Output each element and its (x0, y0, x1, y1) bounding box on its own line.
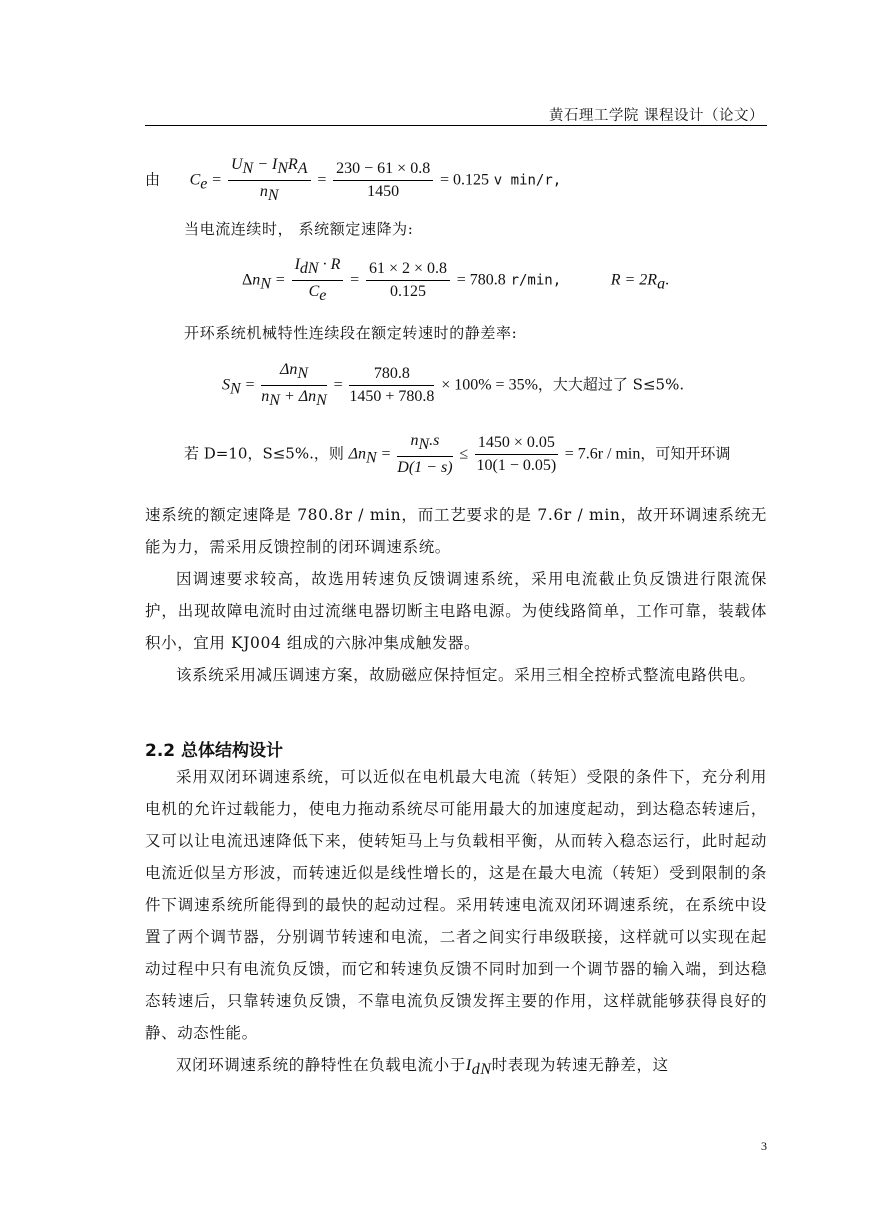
eq3-tail: ，大大超过了 S≤5%. (537, 375, 685, 394)
line-continuous: 当电流连续时， 系统额定速降为: (184, 220, 414, 238)
eq4-tail: ，可知开环调 (640, 444, 731, 463)
eq3-fraction-numeric: $\frac{780.8}{1450 + 780.8}$ (349, 365, 435, 406)
eq2-extra: R = 2R (610, 271, 658, 289)
eq2-fraction-numeric: $\frac{61 \times 2 \times 0.8}{0.125}$ (366, 260, 450, 301)
eq4-fraction-symbolic: $\frac{n_N.s}{D(1 - s)}$ (397, 432, 453, 477)
equation-delta-n: $\Delta n_N$ = $\frac{I_{dN} \cdot R}{C_e}$ = $\frac{61 \times 2 \times 0.8}{0.125}$ = 780.8 r/min, $R = 2R_a$. (242, 256, 670, 305)
eq4-lead: 若 D=10，S≤5%.，则 (184, 444, 344, 463)
eq1-fraction-numeric: $\frac{230 - 61 \times 0.8}{1450}$ (333, 160, 433, 201)
equation-sn: $S_N$ = $\frac{\Delta n_N}{n_N + \Delta n_N}$ = $\frac{780.8}{1450 + 780.8}$ × 100% = 35%，大大超过了 S≤5%. (222, 361, 685, 410)
eq2-unit: r/min, (510, 272, 562, 289)
eq2-fraction-symbolic: $\frac{I_{dN} \cdot R}{C_e}$ (292, 256, 344, 305)
body-paragraphs (145, 499, 767, 691)
section-body (145, 761, 767, 1086)
running-header: 黄石理工学院 课程设计（论文） (548, 108, 764, 124)
line-static-rate: 开环系统机械特性连续段在额定转速时的静差率: (184, 324, 518, 342)
paragraph-4: 采用双闭环调速系统，可以近似在电机最大电流（转矩）受限的条件下，充分利用电机的允许过载能力，使电力拖动系统尽可能用最大的加速度起动，到达稳态转速后，又可以让电流迅速降低下来，使转矩马上与负载相平衡，从而转入稳态运行，此时起动电流近似呈方形波，而转速近似是线性增长的，这是在最大电流（转矩）受到限制的条件下调速系统所能得到的最快的起动过程。采用转速电流双闭环调速系统，在系统中设置了两个调节器，分别调节转速和电流，二者之间实行串级联接，这样就可以实现在起动过程中只有电流负反馈，而它和转速负反馈不同时加到一个调节器的输入端，到达稳态转速后，只靠转速负反馈，不靠电流负反馈发挥主要的作用，这样就能够获得良好的静、动态性能。 (145, 768, 767, 1042)
paragraph-5: 双闭环调速系统的静特性在负载电流小于$I_{dN}$时表现为转速无静差，这 (176, 1056, 669, 1079)
paragraph-3: 该系统采用减压调速方案，故励磁应保持恒定。采用三相全控桥式整流电路供电。 (176, 666, 756, 684)
eq1-fraction-symbolic: $\frac{U_N - I_NR_A}{n_N}$ (228, 156, 311, 205)
eq1-lead: 由 (145, 170, 161, 189)
section-heading: 2.2 总体结构设计 (145, 741, 284, 761)
page-number: 3 (761, 1139, 767, 1153)
header-rule (145, 125, 767, 126)
paragraph-1: 速系统的额定速降是 780.8r / min，而工艺要求的是 7.6r / min，故开环调速系统无能为力，需采用反馈控制的闭环调速系统。 (145, 506, 767, 556)
paragraph-2: 因调速要求较高，故选用转速负反馈调速系统，采用电流截止负反馈进行限流保护，出现故障电流时由过流继电器切断主电路电源。为使线路简单，工作可靠，装载体积小，宜用 KJ004 组成的六脉冲集成触发器。 (145, 570, 767, 652)
eq1-result: = 0.125 (439, 171, 489, 189)
eq4-result: = 7.6r / min (564, 445, 641, 463)
eq3-result: × 100% = 35% (441, 376, 538, 394)
eq2-result: = 780.8 (456, 271, 506, 289)
equation-d10: 若 D=10，S≤5%.，则 $\Delta n_N$ = $\frac{n_N.s}{D(1 - s)}$ ≤ $\frac{1450 \times 0.05}{10(1 - 0.05)}$ = 7.6r / min，可知开环调 (184, 432, 731, 477)
eq1-lhs: C (189, 171, 201, 189)
eq1-unit: v min/r, (493, 172, 562, 189)
equation-ce: 由 $C_e$ = $\frac{U_N - I_NR_A}{n_N}$ = $\frac{230 - 61 \times 0.8}{1450}$ = 0.125 v min/r, (145, 156, 562, 205)
eq3-fraction-symbolic: $\frac{\Delta n_N}{n_N + \Delta n_N}$ (261, 361, 327, 410)
eq4-fraction-numeric: $\frac{1450 \times 0.05}{10(1 - 0.05)}$ (476, 434, 557, 475)
